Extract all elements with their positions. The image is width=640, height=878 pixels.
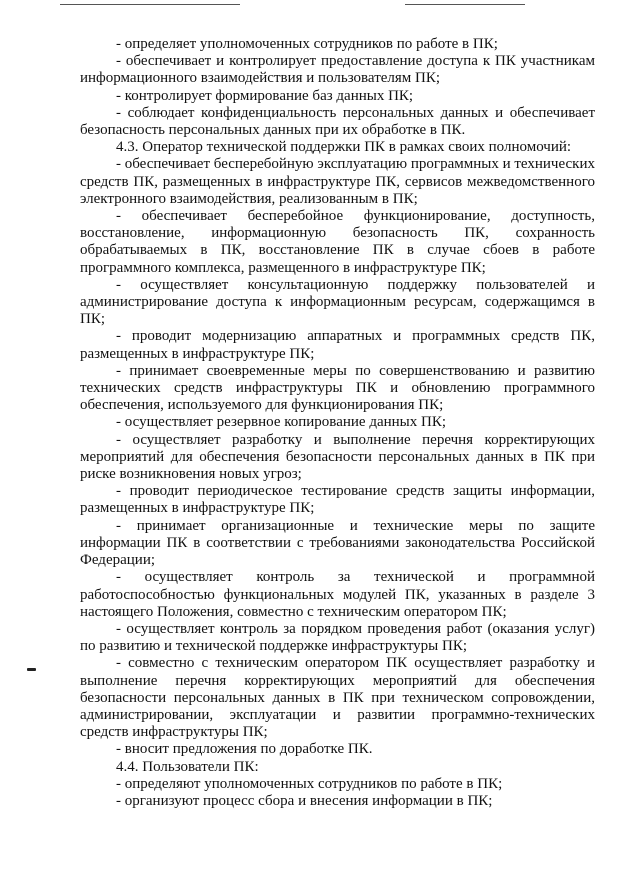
paragraph: - вносит предложения по доработке ПК. bbox=[116, 741, 373, 758]
paragraph: - определяют уполномоченных сотрудников по работе в ПК; bbox=[116, 775, 503, 792]
paragraph: - осуществляет консультационную поддержку пользователей и администрирование доступа к информационным ресурсам, содержащимся в ПК; bbox=[80, 276, 595, 328]
paragraph: - проводит модернизацию аппаратных и программных средств ПК, размещенных в инфраструктуре ПК; bbox=[80, 328, 595, 362]
paragraph: - соблюдает конфиденциальность персональных данных и обеспечивает безопасность персональных данных при их обработке в ПК. bbox=[80, 104, 595, 139]
paragraph: - принимает своевременные меры по совершенствованию и развитию технических средств инфраструктуры ПК и обновлению программного обеспечения, используемого для функционирования ПК; bbox=[80, 362, 595, 414]
paragraph: - определяет уполномоченных сотрудников по работе в ПК; bbox=[116, 36, 498, 52]
top-rule-right bbox=[405, 4, 525, 5]
paragraph: - контролирует формирование баз данных ПК; bbox=[116, 87, 414, 104]
paragraph: - принимает организационные и технические меры по защите информации ПК в соответствии с требованиями законодательства Российской Федерации; bbox=[80, 517, 595, 569]
paragraph: - осуществляет контроль за технической и программной работоспособностью функциональных модулей ПК, указанных в разделе 3 настоящего Положения, совместно с техническим оператором ПК; bbox=[80, 569, 595, 620]
paragraph: - проводит периодическое тестирование средств защиты информации, размещенных в инфраструктуре ПК; bbox=[80, 483, 595, 517]
paragraph: - осуществляет разработку и выполнение перечня корректирующих мероприятий для обеспечения безопасности персональных данных в ПК при риске возникновения новых угроз; bbox=[80, 431, 595, 483]
top-rule-left bbox=[60, 4, 240, 5]
section-heading: 4.3. Оператор технической поддержки ПК в рамках своих полномочий: bbox=[116, 139, 572, 156]
paragraph: - обеспечивает и контролирует предоставление доступа к ПК участникам информационного взаимодействия и пользователям ПК; bbox=[80, 53, 595, 87]
paragraph: - обеспечивает бесперебойную эксплуатацию программных и технических средств ПК, размещенных в инфраструктуре ПК, сервисов межведомственного электронного взаимодействия, реализованным в ПК; bbox=[80, 156, 595, 207]
paragraph: - осуществляет резервное копирование данных ПК; bbox=[116, 414, 446, 431]
paragraph: - обеспечивает бесперебойное функционирование, доступность, восстановление, информационную безопасность ПК, сохранность обрабатываемых в ПК, восстановление ПК в случае сбоев в работе программного комплекса, размещенного в инфраструктуре ПК; bbox=[80, 208, 595, 276]
paragraph: - совместно с техническим оператором ПК осуществляет разработку и выполнение перечня корректирующих мероприятий для обеспечения безопасности персональных данных в ПК при техническом сопровождении, администрировании, эксплуатации и развитии программно-технических средств инфраструктуры ПК; bbox=[80, 655, 595, 741]
margin-mark bbox=[27, 668, 36, 671]
paragraph: - организуют процесс сбора и внесения информации в ПК; bbox=[116, 792, 493, 809]
paragraph: - осуществляет контроль за порядком проведения работ (оказания услуг) по развитию и технической поддержке инфраструктуры ПК; bbox=[80, 620, 595, 655]
document-body bbox=[80, 36, 595, 810]
section-heading: 4.4. Пользователи ПК: bbox=[116, 758, 259, 775]
